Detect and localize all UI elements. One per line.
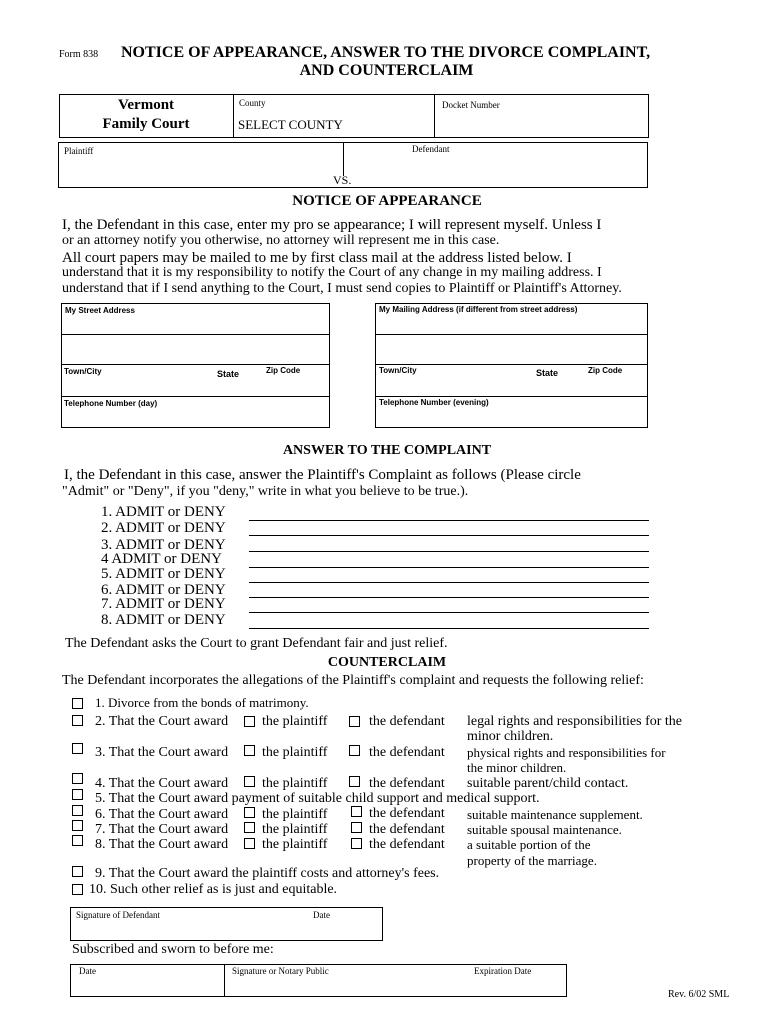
mailing-town-label: Town/City bbox=[379, 366, 417, 375]
item1-checkbox[interactable] bbox=[72, 698, 83, 709]
docket-number-label: Docket Number bbox=[442, 100, 500, 110]
notice-para1-line2: or an attorney notify you otherwise, no attorney will represent me in this case. bbox=[62, 233, 500, 248]
answer-line-7[interactable] bbox=[249, 612, 649, 613]
item3-plaintiff-checkbox[interactable] bbox=[244, 745, 255, 756]
street-address-label: My Street Address bbox=[65, 306, 135, 315]
county-select[interactable]: SELECT COUNTY bbox=[238, 117, 343, 132]
notice-para2-line3: understand that if I send anything to the Court, I must send copies to Plaintiff or Plaintiff's Attorney. bbox=[62, 281, 622, 296]
counterclaim-item-6: 6. That the Court award bbox=[95, 807, 229, 822]
answer-line-1[interactable] bbox=[249, 520, 649, 521]
item4-checkbox[interactable] bbox=[72, 773, 83, 784]
counterclaim-item-3: 3. That the Court award bbox=[95, 745, 229, 760]
item8-relief-line2: property of the marriage. bbox=[467, 853, 597, 868]
court-name-line1: Vermont bbox=[117, 97, 175, 113]
notice-para2-line2: understand that it is my responsibility to notify the Court of any change in my mailing address. I bbox=[62, 265, 602, 280]
item8-checkbox[interactable] bbox=[72, 835, 83, 846]
answer-item-2[interactable]: 2. ADMIT or DENY bbox=[101, 520, 226, 536]
answer-line-2[interactable] bbox=[249, 535, 649, 536]
phone-day-field[interactable] bbox=[64, 410, 326, 426]
versus-label: VS. bbox=[333, 173, 352, 187]
item2-relief-line2: minor children. bbox=[467, 729, 554, 744]
item6-relief: suitable maintenance supplement. bbox=[467, 807, 643, 822]
expiration-date-label: Expiration Date bbox=[474, 966, 532, 976]
answer-item-6[interactable]: 6. ADMIT or DENY bbox=[101, 582, 226, 598]
answer-heading: ANSWER TO THE COMPLAINT bbox=[282, 443, 492, 458]
court-name bbox=[59, 96, 233, 134]
form-title-line1: NOTICE OF APPEARANCE, ANSWER TO THE DIVORCE COMPLAINT, bbox=[121, 44, 651, 61]
mailing-state-label: State bbox=[536, 368, 559, 378]
counterclaim-item-10: 10. Such other relief as is just and equitable. bbox=[89, 882, 338, 897]
item7-checkbox[interactable] bbox=[72, 820, 83, 831]
answer-item-5[interactable]: 5. ADMIT or DENY bbox=[101, 566, 226, 582]
answer-line-5[interactable] bbox=[249, 582, 649, 583]
county-label: County bbox=[239, 98, 266, 108]
mailing-address-field[interactable] bbox=[378, 318, 644, 362]
item6-defendant-checkbox[interactable] bbox=[351, 806, 362, 817]
answer-item-7[interactable]: 7. ADMIT or DENY bbox=[101, 596, 226, 612]
item3-defendant-label: the defendant bbox=[369, 745, 445, 760]
counterclaim-item-8: 8. That the Court award bbox=[95, 837, 229, 852]
form-number: Form 838 bbox=[59, 49, 99, 60]
mailing-address-label: My Mailing Address (if different from street address) bbox=[379, 305, 578, 314]
answer-line-4[interactable] bbox=[249, 567, 649, 568]
item7-defendant-label: the defendant bbox=[369, 822, 445, 837]
phone-day-label: Telephone Number (day) bbox=[64, 399, 158, 408]
defendant-label: Defendant bbox=[412, 144, 450, 154]
answer-item-1[interactable]: 1. ADMIT or DENY bbox=[101, 504, 226, 520]
item4-relief: suitable parent/child contact. bbox=[467, 776, 629, 791]
item6-plaintiff-checkbox[interactable] bbox=[244, 807, 255, 818]
signature-date-label: Date bbox=[313, 910, 330, 920]
notice-para2-line1: All court papers may be mailed to me by first class mail at the address listed below. I bbox=[62, 250, 572, 266]
item3-defendant-checkbox[interactable] bbox=[349, 745, 360, 756]
notary-signature-field[interactable] bbox=[228, 977, 468, 994]
plaintiff-label: Plaintiff bbox=[64, 146, 94, 156]
item3-relief-line2: the minor children. bbox=[467, 760, 567, 775]
item8-relief-line1: a suitable portion of the bbox=[467, 837, 591, 852]
answer-item-3[interactable]: 3. ADMIT or DENY bbox=[101, 537, 226, 553]
item3-plaintiff-label: the plaintiff bbox=[262, 745, 328, 760]
notary-signature-label: Signature or Notary Public bbox=[232, 966, 329, 976]
answer-intro-line2: "Admit" or "Deny", if you "deny," write in what you believe to be true.). bbox=[62, 484, 469, 499]
counterclaim-item-7: 7. That the Court award bbox=[95, 822, 229, 837]
signature-label: Signature of Defendant bbox=[76, 910, 160, 920]
answer-line-6[interactable] bbox=[249, 597, 649, 598]
sworn-text: Subscribed and sworn to before me: bbox=[72, 942, 274, 957]
item8-plaintiff-label: the plaintiff bbox=[262, 837, 328, 852]
docket-number-field[interactable] bbox=[438, 112, 644, 134]
item6-plaintiff-label: the plaintiff bbox=[262, 807, 328, 822]
zip-label: Zip Code bbox=[266, 366, 301, 375]
defendant-signature-field[interactable] bbox=[74, 920, 306, 938]
item7-defendant-checkbox[interactable] bbox=[351, 822, 362, 833]
item2-relief-line1: legal rights and responsibilities for the bbox=[467, 714, 683, 729]
notice-heading: NOTICE OF APPEARANCE bbox=[292, 193, 482, 209]
item8-defendant-checkbox[interactable] bbox=[351, 838, 362, 849]
court-name-line2: Family Court bbox=[102, 116, 190, 132]
street-address-field[interactable] bbox=[64, 318, 326, 362]
item4-defendant-label: the defendant bbox=[369, 776, 445, 791]
phone-evening-field[interactable] bbox=[378, 410, 644, 426]
counterclaim-heading: COUNTERCLAIM bbox=[327, 655, 447, 670]
item7-plaintiff-label: the plaintiff bbox=[262, 822, 328, 837]
counterclaim-item-9: 9. That the Court award the plaintiff costs and attorney's fees. bbox=[95, 866, 440, 881]
answer-intro-line1: I, the Defendant in this case, answer the Plaintiff's Complaint as follows (Please circle bbox=[64, 467, 581, 483]
item8-defendant-label: the defendant bbox=[369, 837, 445, 852]
item4-plaintiff-label: the plaintiff bbox=[262, 776, 328, 791]
item7-relief: suitable spousal maintenance. bbox=[467, 822, 622, 837]
plaintiff-field[interactable] bbox=[62, 158, 338, 184]
item2-defendant-checkbox[interactable] bbox=[349, 716, 360, 727]
item5-checkbox[interactable] bbox=[72, 789, 83, 800]
item4-plaintiff-checkbox[interactable] bbox=[244, 776, 255, 787]
counterclaim-item-2: 2. That the Court award bbox=[95, 714, 229, 729]
item3-relief-line1: physical rights and responsibilities for bbox=[467, 745, 666, 760]
counterclaim-item-4: 4. That the Court award bbox=[95, 776, 229, 791]
notary-date-label: Date bbox=[79, 966, 96, 976]
answer-line-8[interactable] bbox=[249, 628, 649, 629]
answer-item-4[interactable]: 4 ADMIT or DENY bbox=[101, 551, 222, 567]
item2-checkbox[interactable] bbox=[72, 715, 83, 726]
item7-plaintiff-checkbox[interactable] bbox=[244, 822, 255, 833]
phone-evening-label: Telephone Number (evening) bbox=[379, 398, 489, 407]
answer-item-8[interactable]: 8. ADMIT or DENY bbox=[101, 612, 226, 628]
item2-plaintiff-label: the plaintiff bbox=[262, 714, 328, 729]
town-label: Town/City bbox=[64, 367, 102, 376]
expiration-date-field[interactable] bbox=[472, 977, 564, 994]
item2-plaintiff-checkbox[interactable] bbox=[244, 716, 255, 727]
mailing-zip-label: Zip Code bbox=[588, 366, 623, 375]
revision-label: Rev. 6/02 SML bbox=[668, 989, 730, 1000]
counterclaim-item-1: 1. Divorce from the bonds of matrimony. bbox=[95, 695, 309, 710]
signature-date-field[interactable] bbox=[310, 920, 380, 938]
defendant-field[interactable] bbox=[348, 158, 644, 184]
item3-checkbox[interactable] bbox=[72, 743, 83, 754]
answer-line-3[interactable] bbox=[249, 551, 649, 552]
item6-checkbox[interactable] bbox=[72, 805, 83, 816]
counterclaim-item-5: 5. That the Court award payment of suitable child support and medical support. bbox=[95, 791, 540, 806]
item4-defendant-checkbox[interactable] bbox=[349, 776, 360, 787]
relief-text: The Defendant asks the Court to grant Defendant fair and just relief. bbox=[65, 636, 448, 651]
item10-checkbox[interactable] bbox=[72, 884, 83, 895]
item2-defendant-label: the defendant bbox=[369, 714, 445, 729]
counterclaim-intro: The Defendant incorporates the allegations of the Plaintiff's complaint and requests the following relief: bbox=[62, 673, 644, 688]
item6-defendant-label: the defendant bbox=[369, 806, 445, 821]
notary-date-field[interactable] bbox=[74, 977, 220, 994]
notice-para1-line1: I, the Defendant in this case, enter my pro se appearance; I will represent myself. Unless I bbox=[62, 217, 602, 233]
form-title-line2: AND COUNTERCLAIM bbox=[299, 62, 474, 79]
item9-checkbox[interactable] bbox=[72, 866, 83, 877]
state-label: State bbox=[217, 369, 240, 379]
item8-plaintiff-checkbox[interactable] bbox=[244, 838, 255, 849]
